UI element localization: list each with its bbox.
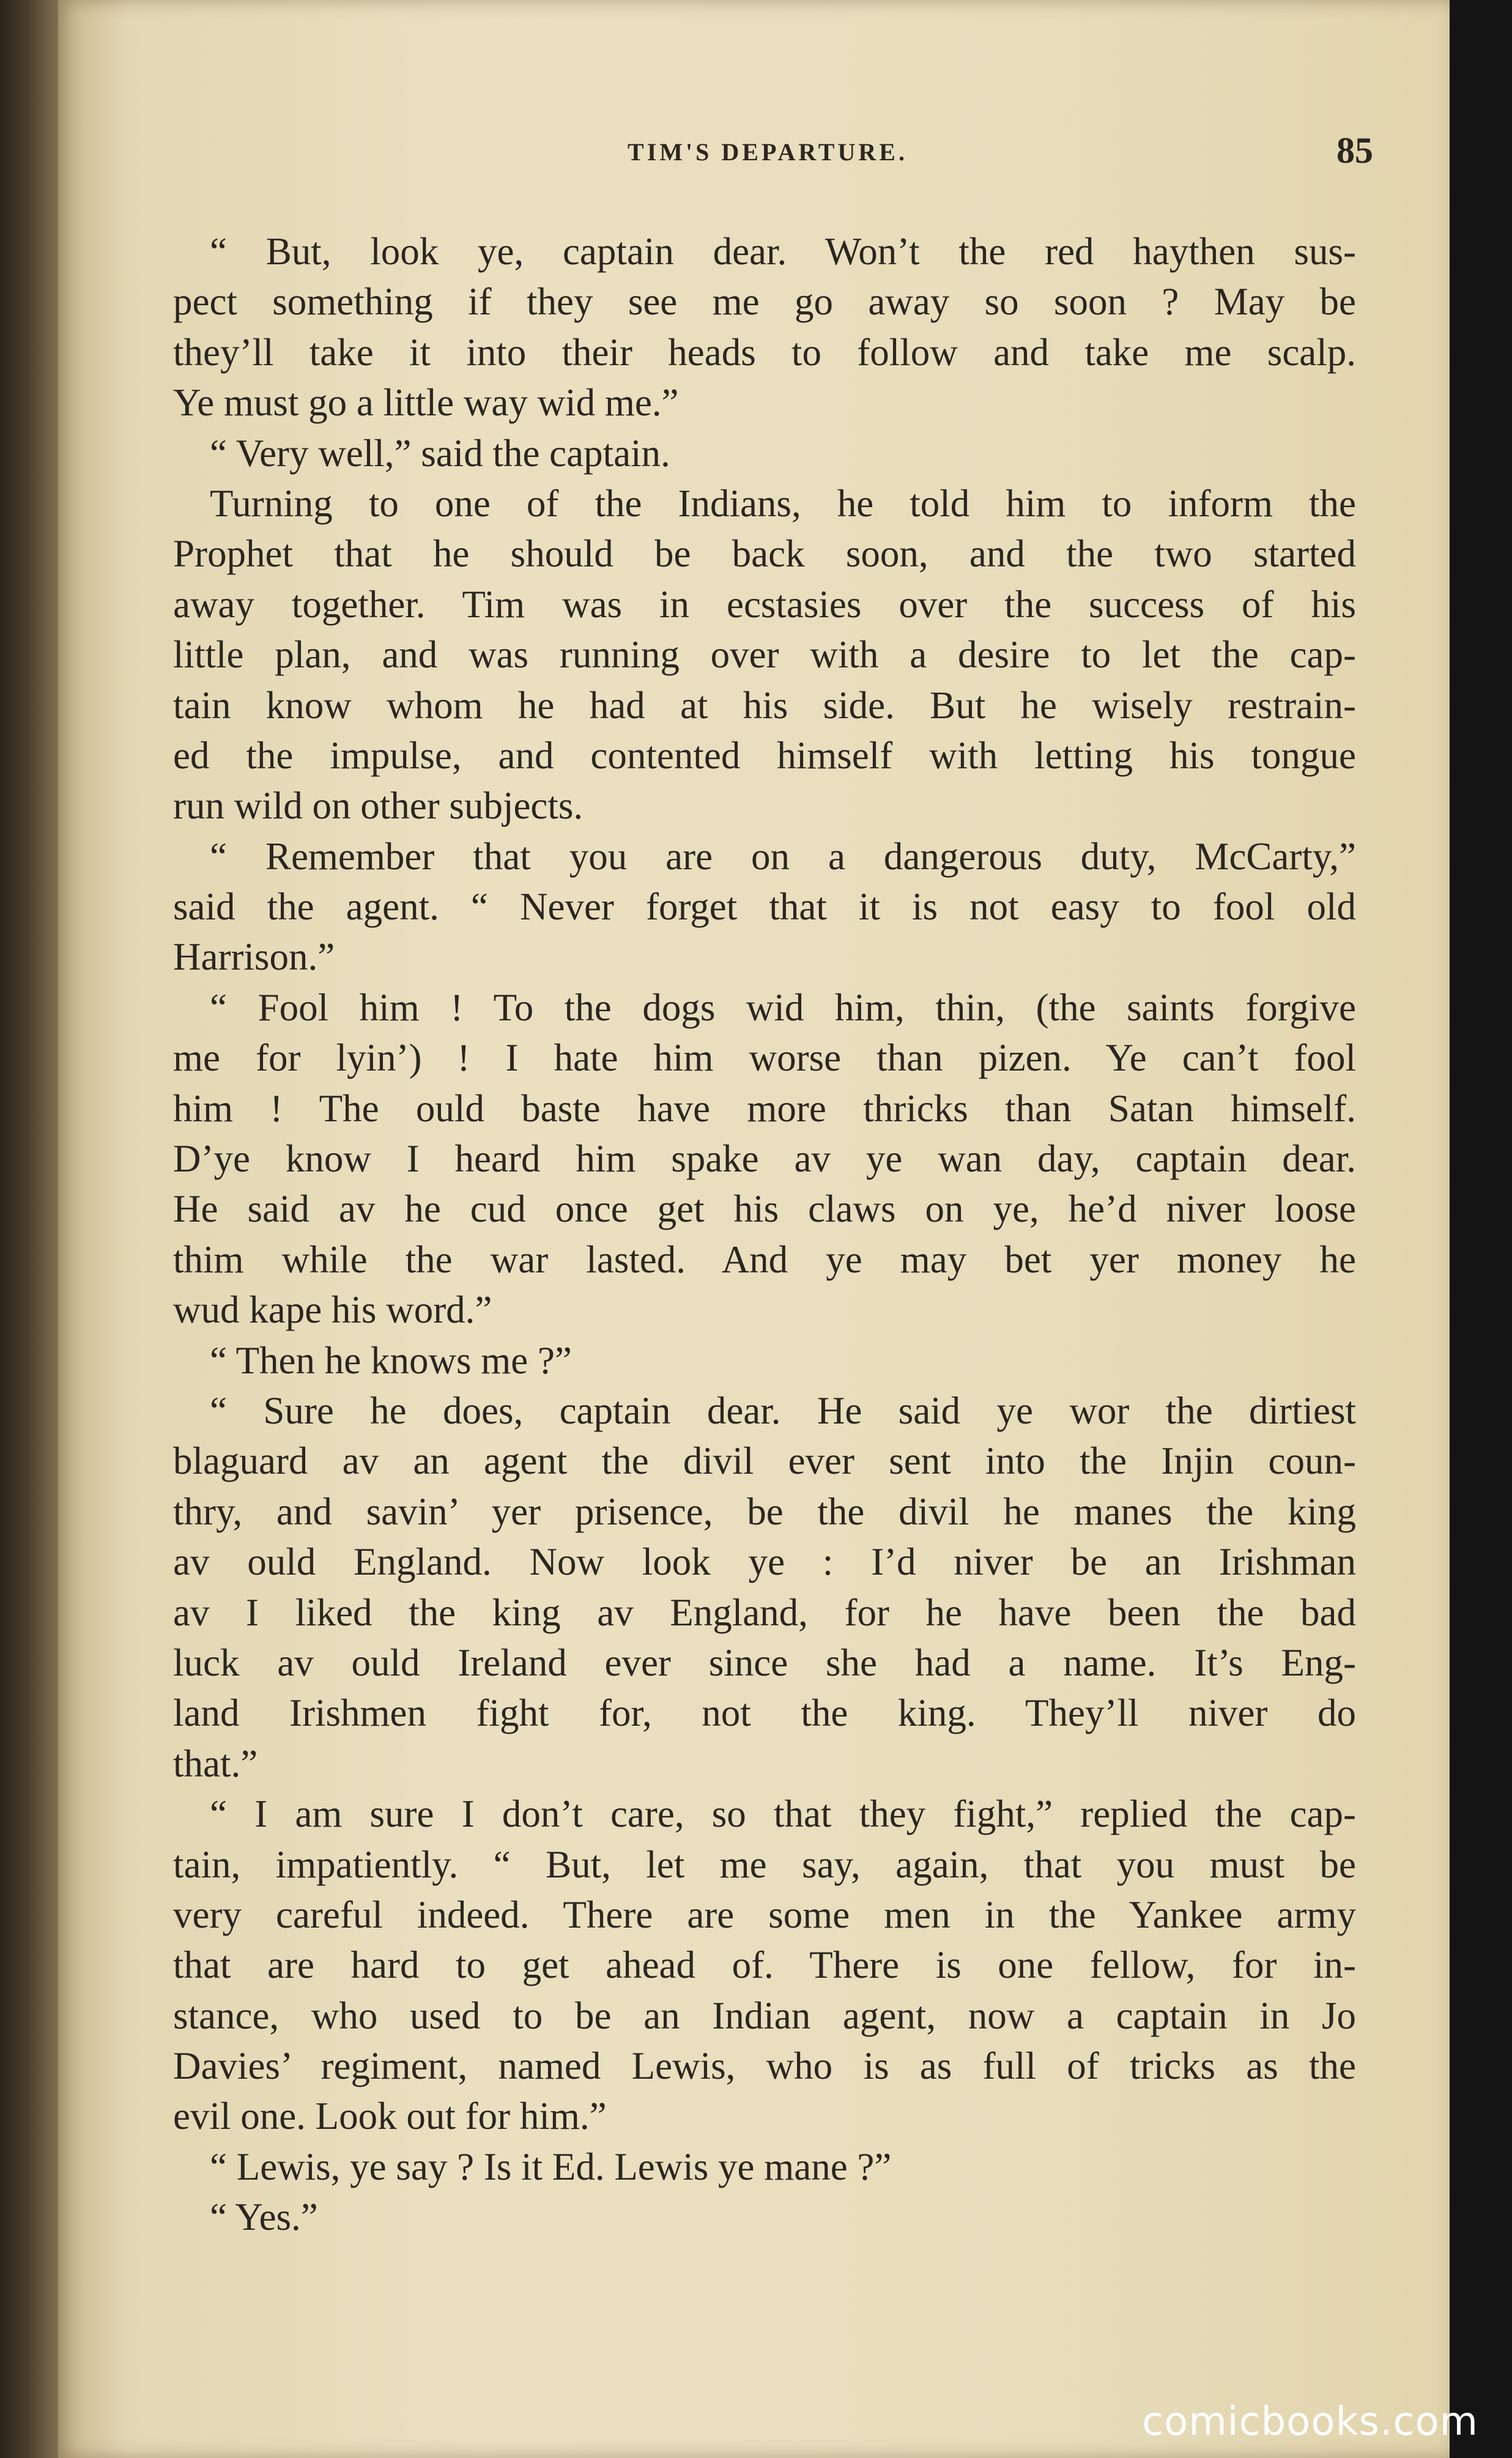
text-line: ed the impulse, and contented himself with letting his tongue (173, 733, 1356, 777)
text-line: said the agent. “ Never forget that it is not easy to fool old (173, 885, 1356, 929)
text-line: Davies’ regiment, named Lewis, who is as full of tricks as the (173, 2044, 1356, 2088)
text-line: away together. Tim was in ecstasies over the success of his (173, 582, 1356, 626)
text-line: luck av ould Ireland ever since she had a name. It’s Eng- (173, 1641, 1356, 1684)
text-line: blaguard av an agent the divil ever sent into the Injin coun- (173, 1439, 1356, 1483)
book-page (58, 0, 1450, 2458)
text-line: Turning to one of the Indians, he told him to inform the (210, 481, 1356, 525)
text-line: “ Sure he does, captain dear. He said ye wor the dirtiest (210, 1389, 1356, 1432)
text-line: little plan, and was running over with a desire to let the cap- (173, 633, 1356, 677)
text-line: evil one. Look out for him.” (173, 2095, 607, 2138)
body-text (173, 226, 1356, 2243)
text-line: “ Fool him ! To the dogs wid him, thin, (the saints forgive (210, 986, 1356, 1029)
text-line: D’ye know I heard him spake av ye wan day, captain dear. (173, 1137, 1356, 1181)
text-line: Prophet that he should be back soon, and the two started (173, 532, 1356, 576)
text-line: me for lyin’) ! I hate him worse than pizen. Ye can’t fool (173, 1036, 1356, 1080)
text-line: they’ll take it into their heads to follow and take me scalp. (173, 330, 1356, 374)
text-line: that.” (173, 1742, 258, 1785)
text-line: thim while the war lasted. And ye may bet yer money he (173, 1238, 1356, 1281)
text-line: run wild on other subjects. (173, 784, 584, 828)
text-line: “ Then he knows me ?” (210, 1339, 572, 1382)
text-line: “ Very well,” said the captain. (210, 431, 670, 475)
page-number: 85 (1336, 130, 1373, 171)
running-head: TIM'S DEPARTURE. (628, 138, 908, 166)
text-line: him ! The ould baste have more thricks than Satan himself. (173, 1086, 1356, 1130)
text-line: land Irishmen fight for, not the king. They’ll niver do (173, 1691, 1356, 1735)
text-line: very careful indeed. There are some men in the Yankee army (173, 1893, 1356, 1936)
text-line: stance, who used to be an Indian agent, now a captain in Jo (173, 1994, 1356, 2037)
text-line: wud kape his word.” (173, 1288, 492, 1332)
text-line: Harrison.” (173, 935, 335, 979)
text-line: “ But, look ye, captain dear. Won’t the red haythen sus- (210, 230, 1356, 273)
text-line: Ye must go a little way wid me.” (173, 381, 679, 425)
text-line: He said av he cud once get his claws on ye, he’d niver loose (173, 1187, 1356, 1231)
text-line: tain, impatiently. “ But, let me say, again, that you must be (173, 1843, 1356, 1886)
text-line: “ Yes.” (210, 2196, 318, 2239)
text-line: “ Remember that you are on a dangerous duty, McCarty,” (210, 834, 1356, 878)
watermark: comicbooks.com (1141, 2399, 1478, 2445)
text-line: pect something if they see me go away so soon ? May be (173, 280, 1356, 324)
text-line: av I liked the king av England, for he have been the bad (173, 1591, 1356, 1634)
text-line: tain know whom he had at his side. But he wisely restrain- (173, 683, 1356, 727)
text-line: av ould England. Now look ye : I’d niver be an Irishman (173, 1540, 1356, 1584)
text-line: “ Lewis, ye say ? Is it Ed. Lewis ye mane ?” (210, 2145, 892, 2188)
text-line: that are hard to get ahead of. There is one fellow, for in- (173, 1944, 1356, 1987)
text-line: “ I am sure I don’t care, so that they fight,” replied the cap- (210, 1792, 1356, 1836)
text-line: thry, and savin’ yer prisence, be the divil he manes the king (173, 1490, 1356, 1533)
